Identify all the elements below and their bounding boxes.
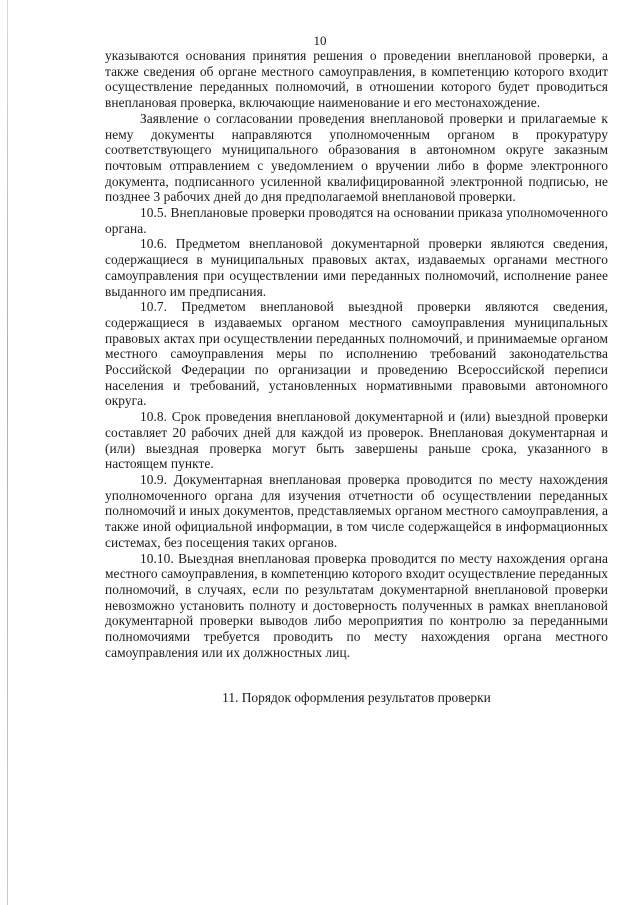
clause-10-9: 10.9. Документарная внеплановая проверка проводится по месту нахождения уполномоченного органа для изучения отчетности об осуществлении переданных полномочий и иных документов, представляемых органом местного самоуправления, а также иной официальной информации, в том числе содержащейся в информационных системах, без посещения таких органов. <box>105 471 608 550</box>
paragraph-continuation: указываются основания принятия решения о проведении внеплановой проверки, а также сведения об органе местного самоуправления, в компетенцию которого входит осуществление переданных полномочий, в отношении которого будет проводиться внеплановая проверка, включающие наименование и его местонахождение. <box>105 48 608 111</box>
page-number: 10 <box>313 33 327 48</box>
section-heading: 11. Порядок оформления результатов проверки <box>222 690 491 705</box>
clause-10-8: 10.8. Срок проведения внеплановой документарной и (или) выездной проверки составляет 20 рабочих дней для каждой из проверок. Внеплановая документарная и (или) выездная проверка могут быть завершены раньше срока, указанного в настоящем пункте. <box>105 409 608 472</box>
clause-10-5: 10.5. Внеплановые проверки проводятся на основании приказа уполномоченного органа. <box>105 205 608 236</box>
document-body <box>105 48 608 660</box>
clause-10-7: 10.7. Предметом внеплановой выездной проверки являются сведения, содержащиеся в издаваемых органом местного самоуправления муниципальных правовых актах при осуществлении переданных полномочий, и принимаемые органом местного самоуправления меры по исполнению требований законодательства Российской Федерации по организации и проведению Всероссийской переписи населения и требований, установленных нормативными правовыми автономного округа. <box>105 299 608 409</box>
scan-left-edge <box>7 0 8 905</box>
clause-10-6: 10.6. Предметом внеплановой документарной проверки являются сведения, содержащиеся в муниципальных правовых актах, издаваемых органами местного самоуправления при осуществлении ими переданных полномочий, исполнение ранее выданного им предписания. <box>105 236 608 299</box>
paragraph-application: Заявление о согласовании проведения внеплановой проверки и прилагаемые к нему документы направляются уполномоченным органом в прокуратуру соответствующего муниципального образования в автономном округе заказным почтовым отправлением с уведомлением о вручении либо в форме электронного документа, подписанного усиленной квалифицированной электронной подписью, не позднее 3 рабочих дней до дня предполагаемой внеплановой проверки. <box>105 110 608 205</box>
clause-10-10: 10.10. Выездная внеплановая проверка проводится по месту нахождения органа местного самоуправления, в компетенцию которого входит осуществление переданных полномочий, в случаях, если по результатам документарной внеплановой проверки невозможно установить полноту и достоверность полученных в рамках внеплановой документарной проверки выводов либо мероприятия по контролю за переданными полномочиями требуется проводить по месту нахождения органа местного самоуправления или их должностных лиц. <box>105 550 608 660</box>
